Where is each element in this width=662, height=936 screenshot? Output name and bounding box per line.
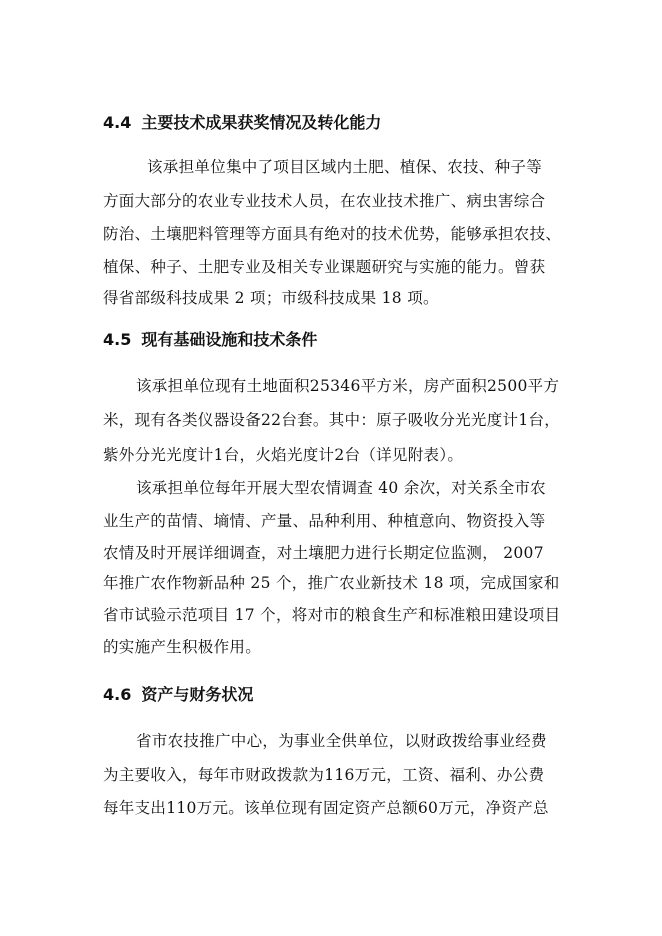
section-4-4-heading xyxy=(103,113,381,133)
section-title: 主要技术成果获奖情况及转化能力 xyxy=(141,113,382,132)
paragraph-line: 紫外分光光度计1台，火焰光度计2台（详见附表）。 xyxy=(103,446,464,464)
section-4-5-heading xyxy=(103,330,317,350)
paragraph-line: 该承担单位现有土地面积25346平方米，房产面积2500平方 xyxy=(136,377,560,395)
paragraph-line: 该承担单位集中了项目区域内土肥、植保、农技、种子等 xyxy=(147,158,543,176)
paragraph-line: 业生产的苗情、墒情、产量、品种利用、种植意向、物资投入等 xyxy=(103,512,546,530)
paragraph-line: 植保、种子、土肥专业及相关专业课题研究与实施的能力。曾获 xyxy=(103,258,546,276)
paragraph-line: 农情及时开展详细调查，对土壤肥力进行长期定位监测， 2007 xyxy=(103,544,544,562)
paragraph-line: 省市农技推广中心，为事业全供单位，以财政拨给事业经费 xyxy=(136,732,547,750)
paragraph-line: 该承担单位每年开展大型农情调查 40 余次，对关系全市农 xyxy=(136,479,546,497)
paragraph-line: 得省部级科技成果 2 项；市级科技成果 18 项。 xyxy=(103,289,439,307)
section-title: 资产与财务状况 xyxy=(141,685,254,704)
paragraph-line: 年推广农作物新品种 25 个，推广农业新技术 18 项，完成国家和 xyxy=(103,574,560,592)
paragraph-line: 的实施产生积极作用。 xyxy=(103,638,262,656)
paragraph-line: 米，现有各类仪器设备22台套。其中：原子吸收分光光度计1台， xyxy=(103,411,561,429)
section-number: 4.5 xyxy=(103,330,132,349)
paragraph-line: 防治、土壤肥料管理等方面具有绝对的技术优势，能够承担农技、 xyxy=(103,225,562,243)
section-4-6-heading xyxy=(103,685,253,705)
paragraph-line: 省市试验示范项目 17 个，将对市的粮食生产和标准粮田建设项目 xyxy=(103,606,561,624)
paragraph-line: 每年支出110万元。该单位现有固定资产总额60万元，净资产总 xyxy=(103,799,549,817)
section-number: 4.6 xyxy=(103,685,132,704)
paragraph-line: 为主要收入，每年市财政拨款为116万元，工资、福利、办公费 xyxy=(103,766,545,784)
section-number: 4.4 xyxy=(103,113,132,132)
paragraph-line: 方面大部分的农业专业技术人员，在农业技术推广、病虫害综合 xyxy=(103,192,546,210)
section-title: 现有基础设施和技术条件 xyxy=(141,330,318,349)
